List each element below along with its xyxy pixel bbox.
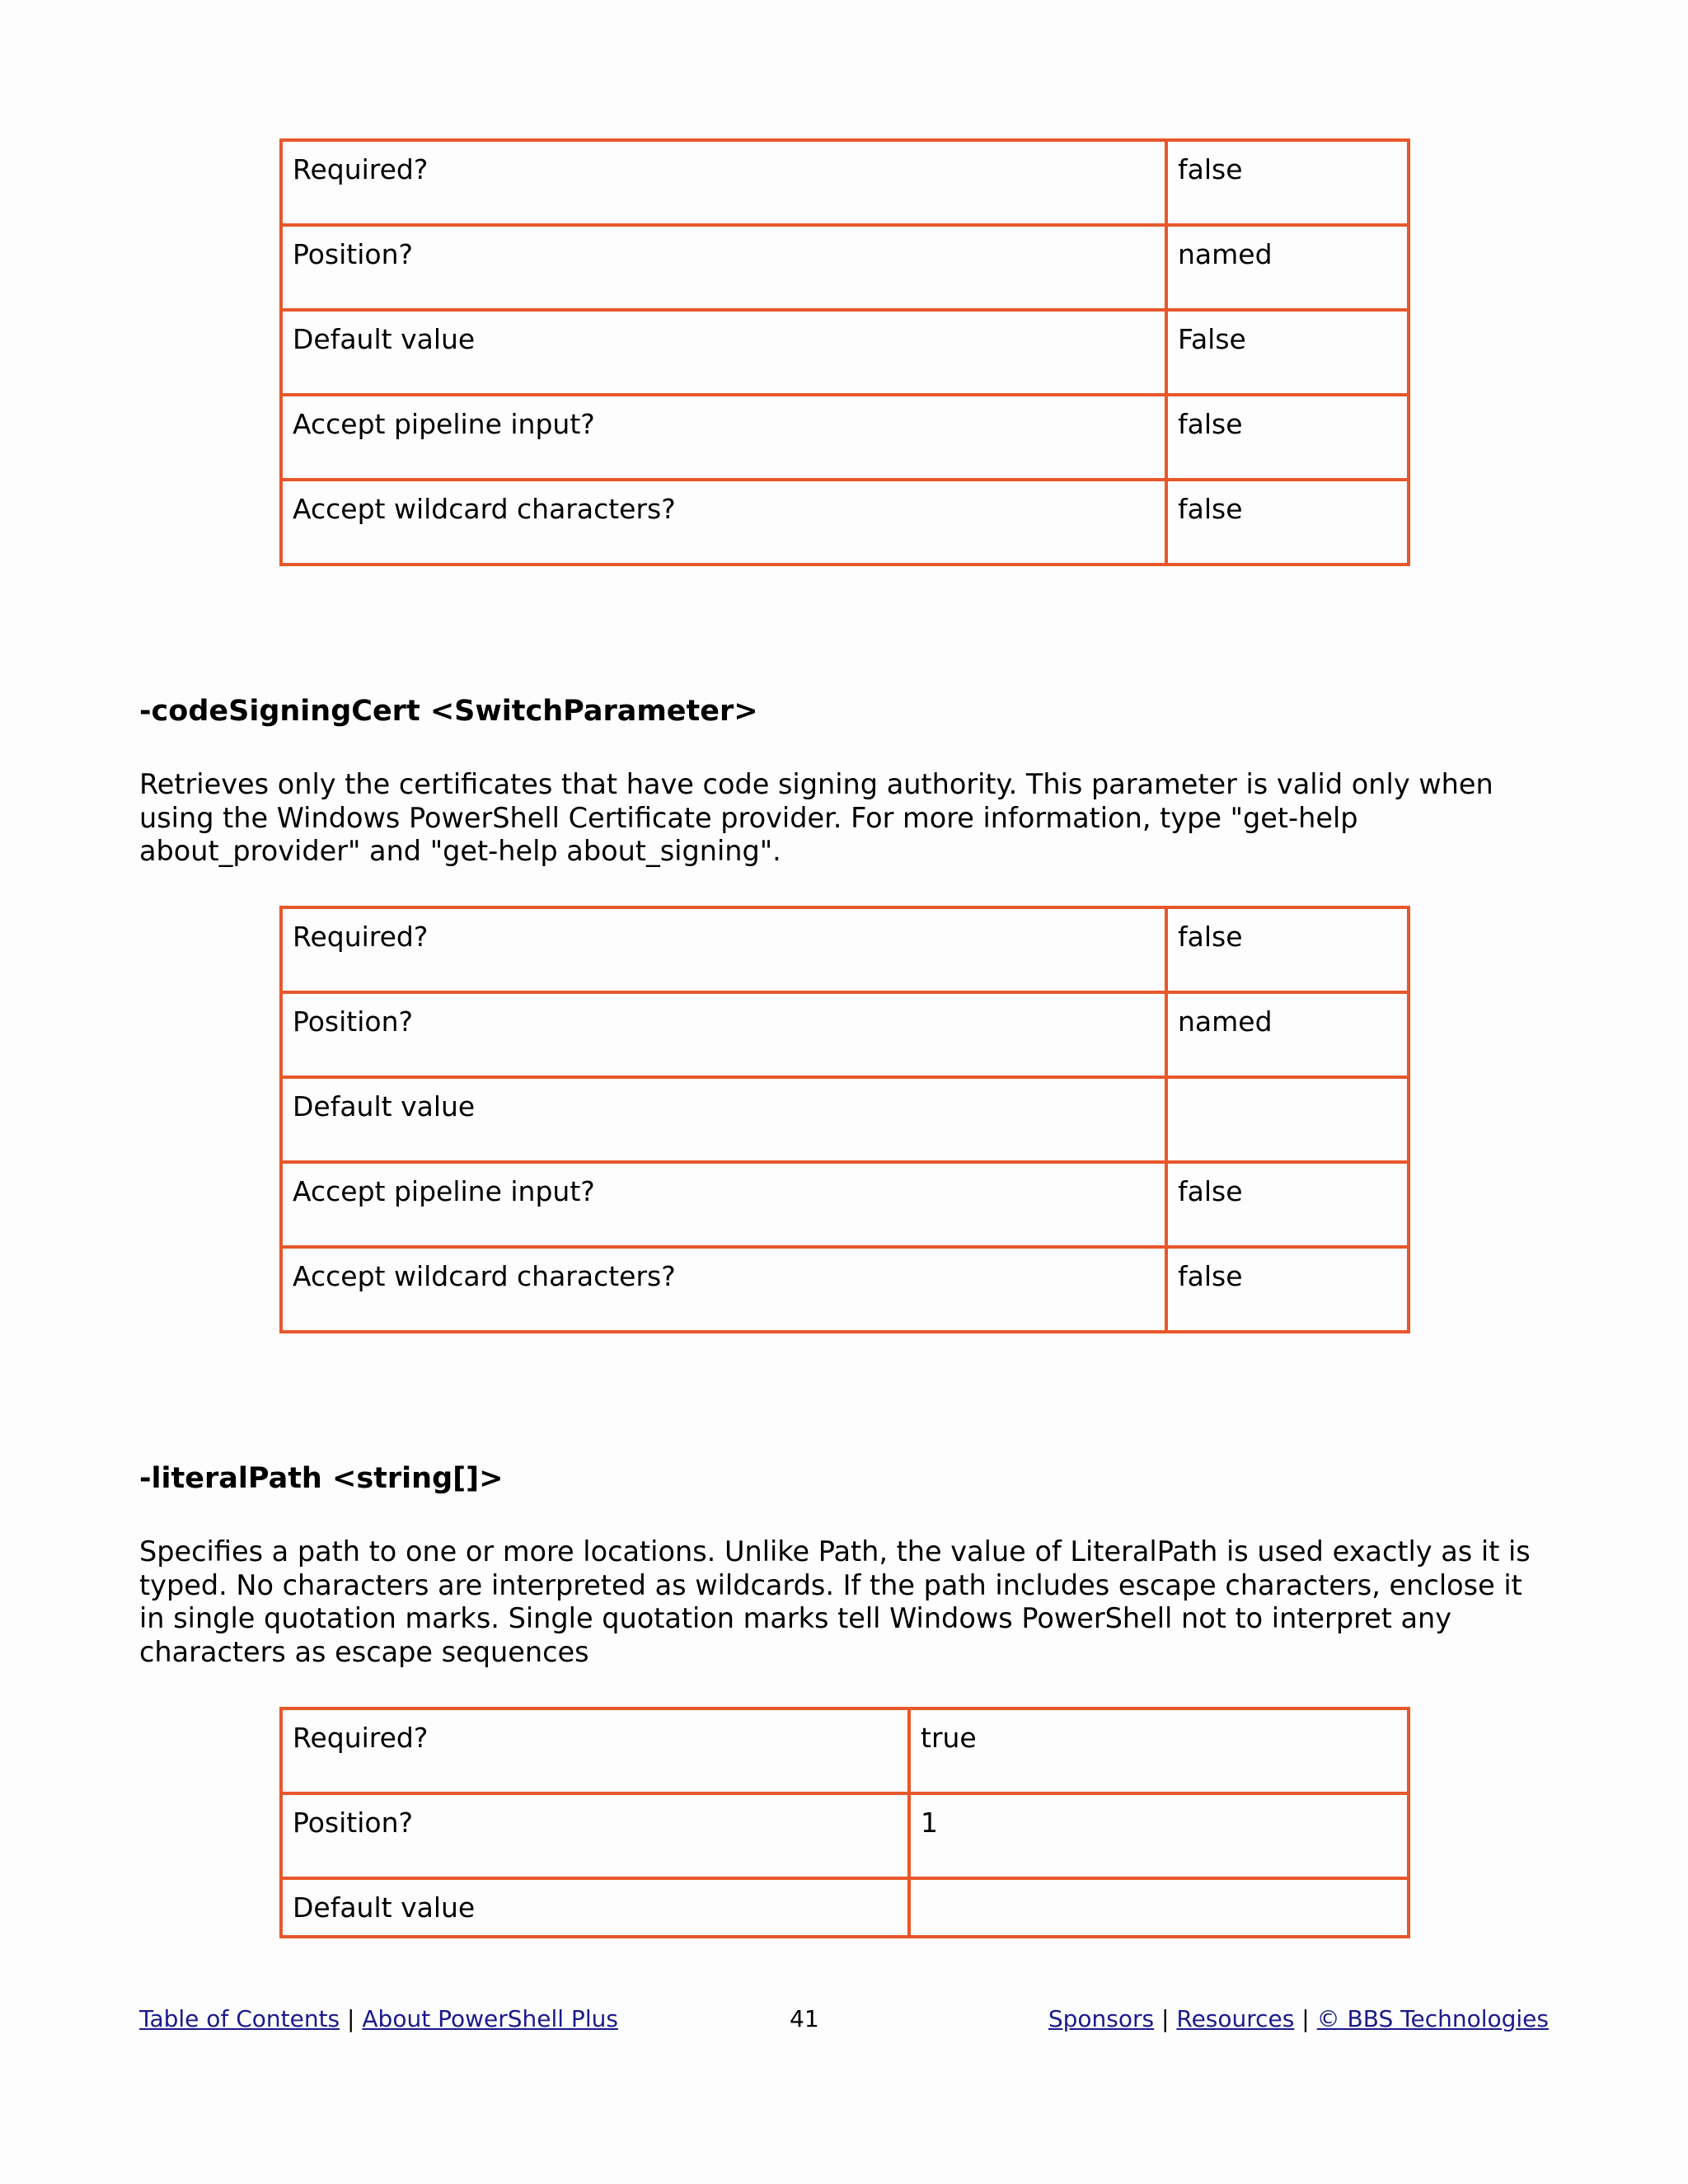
param-key: Position? bbox=[281, 1793, 909, 1878]
table-row bbox=[281, 1247, 1409, 1332]
table-of-contents-link[interactable]: Table of Contents bbox=[139, 2005, 340, 2032]
param-key: Default value bbox=[281, 310, 1166, 395]
table-row bbox=[281, 480, 1409, 565]
param-key: Position? bbox=[281, 225, 1166, 310]
param-value: false bbox=[1166, 140, 1409, 225]
param-value: named bbox=[1166, 225, 1409, 310]
param-key: Accept pipeline input? bbox=[281, 395, 1166, 480]
description-line: characters as escape sequences bbox=[139, 1635, 589, 1668]
param-value: false bbox=[1166, 1162, 1409, 1247]
param-key: Default value bbox=[281, 1878, 909, 1937]
param-value bbox=[1166, 1077, 1409, 1162]
table-row bbox=[281, 1162, 1409, 1247]
parameter-heading-code-signing-cert: -codeSigningCert <SwitchParameter> bbox=[139, 695, 758, 728]
param-value: 1 bbox=[909, 1793, 1409, 1878]
param-value: false bbox=[1166, 395, 1409, 480]
parameter-table-3 bbox=[279, 1707, 1410, 1938]
sponsors-link[interactable]: Sponsors bbox=[1048, 2005, 1155, 2032]
param-value: true bbox=[909, 1708, 1409, 1793]
parameter-heading-literal-path: -literalPath <string[]> bbox=[139, 1462, 504, 1495]
page-number: 41 bbox=[790, 2005, 819, 2032]
param-key: Required? bbox=[281, 907, 1166, 992]
param-key: Default value bbox=[281, 1077, 1166, 1162]
table-row bbox=[281, 140, 1409, 225]
table-row bbox=[281, 1878, 1409, 1937]
description-line: typed. No characters are interpreted as wildcards. If the path includes escape characters, enclose it bbox=[139, 1568, 1522, 1601]
param-value: false bbox=[1166, 1247, 1409, 1332]
table-row bbox=[281, 1793, 1409, 1878]
table-row bbox=[281, 310, 1409, 395]
table-row bbox=[281, 395, 1409, 480]
footer-separator: | bbox=[1301, 2005, 1310, 2032]
param-key: Required? bbox=[281, 140, 1166, 225]
table-row bbox=[281, 1708, 1409, 1793]
footer-separator: | bbox=[347, 2005, 355, 2032]
param-value: False bbox=[1166, 310, 1409, 395]
footer-right-links bbox=[1048, 2004, 1549, 2034]
description-line: Specifies a path to one or more locations. Unlike Path, the value of LiteralPath is used exactly as it is bbox=[139, 1535, 1531, 1568]
footer-left-links bbox=[139, 2004, 618, 2034]
table-row bbox=[281, 992, 1409, 1077]
param-value: named bbox=[1166, 992, 1409, 1077]
footer-separator: | bbox=[1161, 2005, 1170, 2032]
resources-link[interactable]: Resources bbox=[1176, 2005, 1295, 2032]
parameter-description-literal-path bbox=[139, 1535, 1557, 1669]
description-line: using the Windows PowerShell Certificate provider. For more information, type "get-help bbox=[139, 801, 1358, 834]
param-key: Accept wildcard characters? bbox=[281, 1247, 1166, 1332]
description-line: about_provider" and "get-help about_signing". bbox=[139, 835, 781, 867]
parameter-table-1 bbox=[279, 138, 1410, 566]
description-line: in single quotation marks. Single quotation marks tell Windows PowerShell not to interpret any bbox=[139, 1602, 1452, 1634]
param-key: Accept wildcard characters? bbox=[281, 480, 1166, 565]
param-value bbox=[909, 1878, 1409, 1937]
table-row bbox=[281, 907, 1409, 992]
description-line: Retrieves only the certificates that have code signing authority. This parameter is valid only when bbox=[139, 768, 1493, 800]
param-value: false bbox=[1166, 907, 1409, 992]
parameter-description-code-signing-cert bbox=[139, 768, 1557, 869]
param-key: Position? bbox=[281, 992, 1166, 1077]
bbs-technologies-link[interactable]: © BBS Technologies bbox=[1316, 2005, 1549, 2032]
parameter-table-2 bbox=[279, 906, 1410, 1333]
param-key: Accept pipeline input? bbox=[281, 1162, 1166, 1247]
param-key: Required? bbox=[281, 1708, 909, 1793]
table-row bbox=[281, 1077, 1409, 1162]
table-row bbox=[281, 225, 1409, 310]
param-value: false bbox=[1166, 480, 1409, 565]
about-powershell-plus-link[interactable]: About PowerShell Plus bbox=[362, 2005, 618, 2032]
